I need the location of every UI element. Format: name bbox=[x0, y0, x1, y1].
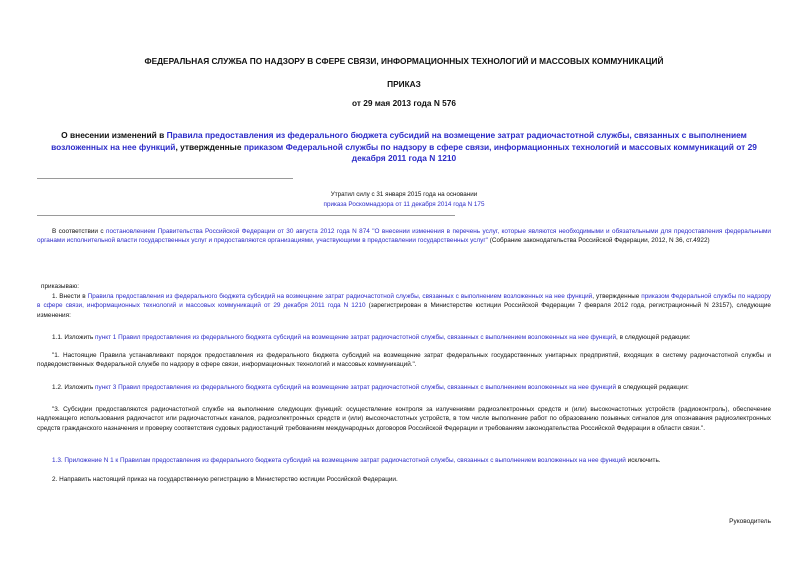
document-page bbox=[37, 0, 771, 571]
title-text-1: О внесении изменений в bbox=[61, 130, 167, 140]
quote-2-paragraph: "3. Субсидии предоставляются радиочастотной службе на выполнение следующих функций: осуществление контроля за излучениями радиоэлектронных средств и (или) высокочастотных устройств (радиоконтроль), обеспечение надлежащего использования радиочастот или радиочастотных каналов, радиоэлектронных средств и (или) высокочастотных устройств, в том числе выполнение работ по образованию позывных сигналов для опознавания радиоэлектронных средств гражданского назначения и проверку соответствия судовых радиостанций требованиям международных договоров Российской Федерации и требованиям законодательства Российской Федерации в области связи.". bbox=[37, 406, 771, 432]
item-1-text-3: (зарегистрирован в Министерстве юстиции Российской Федерации 7 февраля 2012 года, регистрационный N 23157), следующие изменения: bbox=[37, 302, 771, 319]
item-1-3-paragraph bbox=[37, 456, 771, 465]
preamble-text-2: (Собрание законодательства Российской Федерации, 2012, N 36, ст.4922) bbox=[487, 237, 710, 245]
item-1-text-2: , утвержденные bbox=[592, 293, 642, 300]
status-note-link[interactable]: приказа Роскомнадзора от 11 декабря 2014 года N 175 bbox=[323, 201, 485, 208]
item-1-3-link[interactable]: 1.3. Приложение N 1 к Правилам предоставления из федерального бюджета субсидий на возмещение затрат радиочастотной службы, связанных с выполнением возложенных на нее функций bbox=[52, 457, 626, 464]
item-1-1-paragraph bbox=[37, 333, 771, 342]
status-note-line2 bbox=[37, 200, 771, 210]
agency-name: ФЕДЕРАЛЬНАЯ СЛУЖБА ПО НАДЗОРУ В СФЕРЕ СВЯЗИ, ИНФОРМАЦИОННЫХ ТЕХНОЛОГИЙ И МАССОВЫХ КОММУНИКАЦИЙ bbox=[144, 56, 664, 66]
separator-line bbox=[37, 215, 455, 216]
item-1-1-text-1: 1.1. Изложить bbox=[52, 334, 96, 341]
signature-title: Руководитель bbox=[729, 518, 771, 525]
document-date-number: от 29 мая 2013 года N 576 bbox=[352, 98, 456, 108]
quote-1-paragraph: "1. Настоящие Правила устанавливают порядок предоставления из федерального бюджета субсидий на возмещение затрат федеральных государственных унитарных предприятий, входящих в систему радиочастотной службы и подведомственных Федеральной службе по надзору в сфере связи, информационных технологий и массовых коммуникаций.". bbox=[37, 352, 771, 369]
title-link-order[interactable]: приказом Федеральной службы по надзору в сфере связи, информационных технологий и массовых коммуникаций от 29 декабря 2011 года N 1210 bbox=[243, 141, 757, 163]
title-link-rules[interactable]: Правила предоставления из федерального бюджета субсидий на возмещение затрат радиочастотной службы, связанных с выполнением возложенных на нее функций bbox=[51, 130, 747, 152]
item-1-3-text: исключить. bbox=[625, 457, 661, 464]
item-1-2-link[interactable]: пункт 3 Правил предоставления из федерального бюджета субсидий на возмещение затрат радиочастотной службы, связанных с выполнением возложенных на нее функций bbox=[95, 384, 617, 391]
document-title bbox=[37, 130, 771, 165]
title-text-2: , утвержденные bbox=[175, 141, 244, 152]
item-1-1-link[interactable]: пункт 1 Правил предоставления из федерального бюджета субсидий на возмещение затрат радиочастотной службы, связанных с выполнением возложенных на нее функций bbox=[95, 334, 617, 341]
preamble-text-1: В соответствии с bbox=[52, 228, 107, 235]
item-2-paragraph: 2. Направить настоящий приказ на государственную регистрацию в Министерство юстиции Российской Федерации. bbox=[52, 476, 398, 483]
item-1-2-text-1: 1.2. Изложить bbox=[52, 384, 96, 391]
document-type: ПРИКАЗ bbox=[387, 79, 421, 89]
item-1-1-text-2: , в следующей редакции: bbox=[616, 334, 691, 341]
item-1-paragraph bbox=[37, 292, 771, 320]
preamble-paragraph bbox=[37, 227, 771, 246]
item-1-link-rules[interactable]: Правила предоставления из федерального бюджета субсидий на возмещение затрат радиочастотной службы, связанных с выполнением возложенных на нее функций bbox=[87, 293, 593, 300]
item-1-2-paragraph bbox=[37, 383, 771, 392]
separator-line bbox=[37, 178, 293, 179]
item-1-text-1: 1. Внести в bbox=[52, 293, 88, 300]
preamble-link-decree[interactable]: постановлением Правительства Российской Федерации от 30 августа 2012 года N 874 "О внесении изменения в перечень услуг, которые являются необходимыми и обязательными для предоставления федеральными органами исполнительной власти государственных услуг и предоставляются организациями, участвующими в предоставлении государственных услуг" bbox=[37, 228, 771, 245]
orders-label: приказываю: bbox=[41, 283, 79, 290]
item-1-link-order[interactable]: приказом Федеральной службы по надзору в сфере связи, информационных технологий и массовых коммуникаций от 29 декабря 2011 года N 1210 bbox=[37, 293, 771, 310]
item-1-2-text-2: в следующей редакции: bbox=[616, 384, 689, 391]
status-note-line1: Утратил силу с 31 января 2015 года на основании bbox=[330, 191, 478, 198]
